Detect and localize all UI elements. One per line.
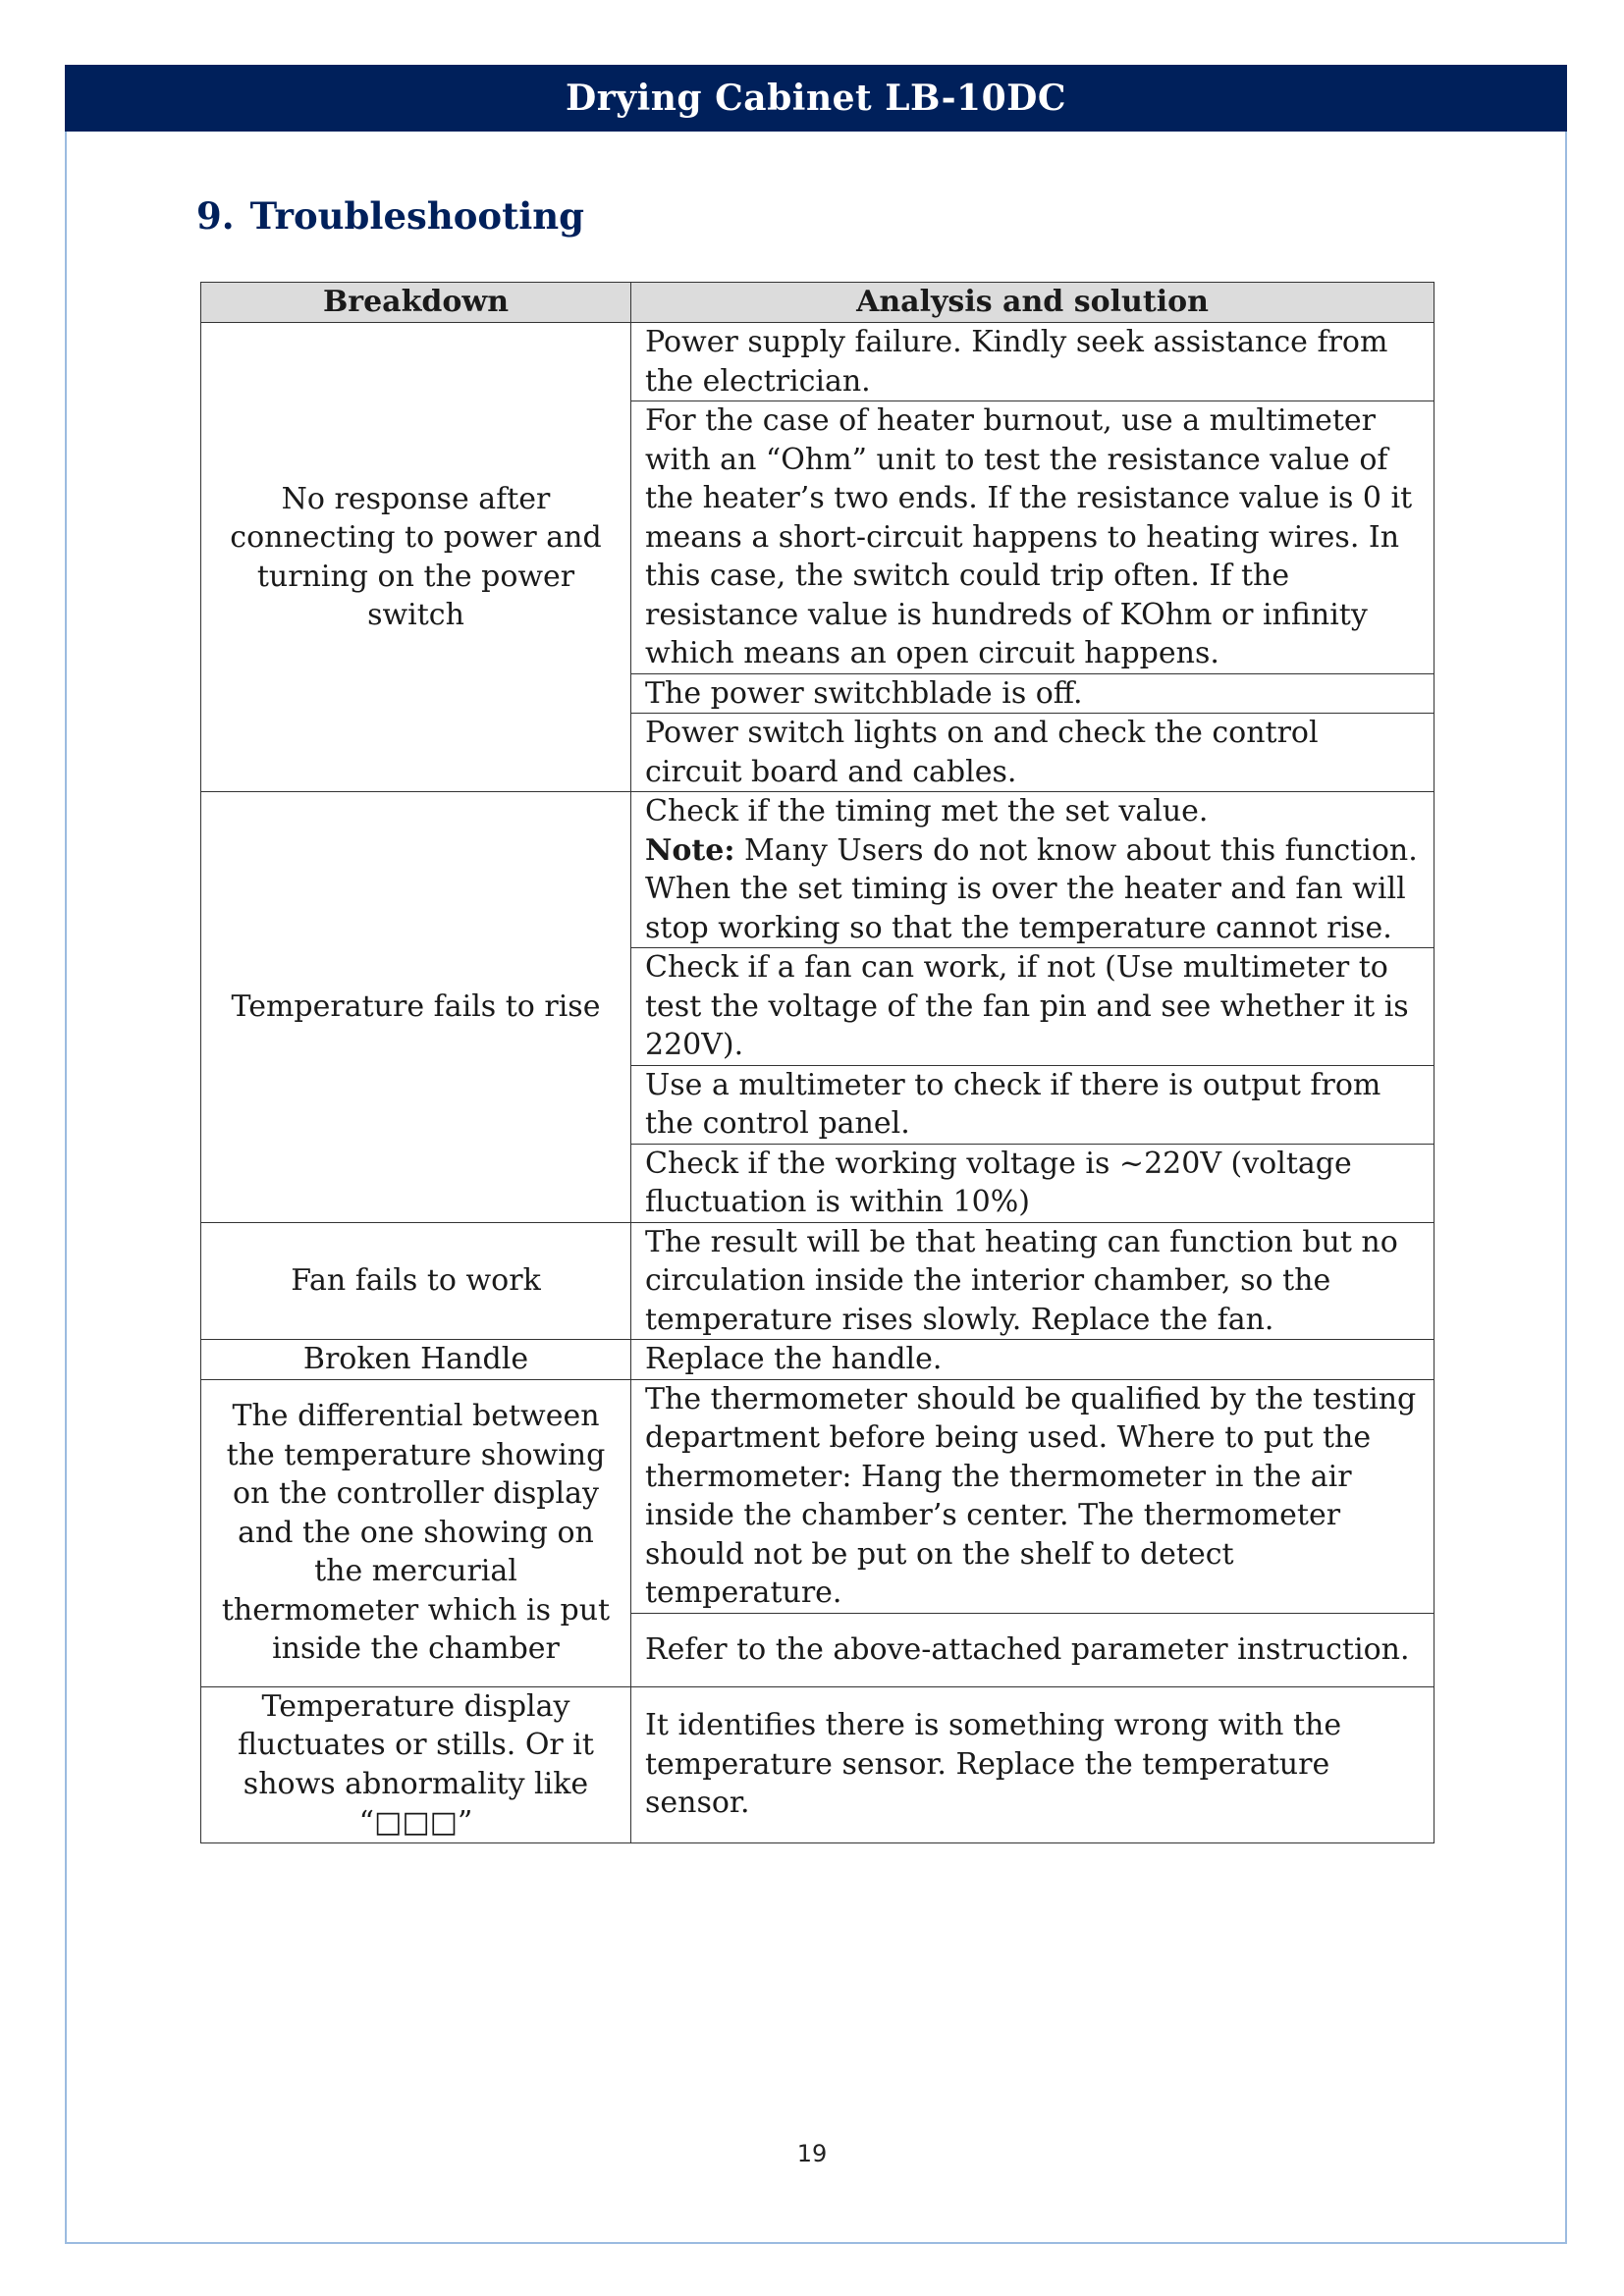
solution-cell: The thermometer should be qualified by the testing department before being used. Where to put the thermometer: Hang the thermometer in the air inside the chamber’s center. The thermometer should not be put on the shelf to detect temperature. — [631, 1379, 1435, 1613]
note-paragraph — [645, 831, 1424, 948]
breakdown-cell: The differential between the temperature showing on the controller display and the one showing on the mercurial thermometer which is put inside the chamber — [201, 1379, 631, 1686]
solution-cell: Replace the handle. — [631, 1340, 1435, 1380]
solution-cell — [631, 792, 1435, 948]
breakdown-cell: Temperature fails to rise — [201, 792, 631, 1223]
breakdown-cell: Temperature display fluctuates or stills. Or it shows abnormality like “□□□” — [201, 1686, 631, 1842]
troubleshooting-table — [200, 282, 1435, 1843]
solution-cell: It identifies there is something wrong with the temperature sensor. Replace the temperature sensor. — [631, 1686, 1435, 1842]
solution-cell: Use a multimeter to check if there is output from the control panel. — [631, 1065, 1435, 1144]
breakdown-cell: Fan fails to work — [201, 1222, 631, 1340]
solution-cell: The power switchblade is off. — [631, 673, 1435, 714]
solution-cell: Check if a fan can work, if not (Use multimeter to test the voltage of the fan pin and see whether it is 220V). — [631, 948, 1435, 1066]
note-text: Many Users do not know about this function. When the set timing is over the heater and fan will stop working so that the temperature cannot rise. — [645, 832, 1418, 945]
solution-cell: For the case of heater burnout, use a multimeter with an “Ohm” unit to test the resistance value of the heater’s two ends. If the resistance value is 0 it means a short-circuit happens to heating wires. In this case, the switch could trip often. If the resistance value is hundreds of KOhm or infinity which means an open circuit happens. — [631, 401, 1435, 674]
document-title: Drying Cabinet LB-10DC — [565, 78, 1067, 119]
page-number: 19 — [796, 2140, 828, 2167]
solution-cell: Refer to the above-attached parameter instruction. — [631, 1613, 1435, 1686]
section-number: 9. — [196, 194, 235, 238]
table-row — [201, 1222, 1435, 1340]
table-row — [201, 1340, 1435, 1380]
note-label: Note: — [645, 832, 735, 868]
solution-cell: Power switch lights on and check the control circuit board and cables. — [631, 714, 1435, 792]
breakdown-cell: Broken Handle — [201, 1340, 631, 1380]
table-header-row — [201, 283, 1435, 323]
section-title: Troubleshooting — [249, 194, 585, 238]
table-row — [201, 1686, 1435, 1842]
table-row — [201, 792, 1435, 948]
solution-cell: Check if the working voltage is ~220V (voltage fluctuation is within 10%) — [631, 1144, 1435, 1222]
document-header — [65, 65, 1567, 132]
section-heading — [196, 194, 584, 238]
header-solution: Analysis and solution — [631, 283, 1435, 323]
table-row — [201, 323, 1435, 401]
table-row — [201, 1379, 1435, 1613]
breakdown-cell: No response after connecting to power and turning on the power switch — [201, 323, 631, 792]
solution-cell: Power supply failure. Kindly seek assistance from the electrician. — [631, 323, 1435, 401]
header-breakdown: Breakdown — [201, 283, 631, 323]
solution-line: Check if the timing met the set value. — [645, 794, 1209, 828]
solution-cell: The result will be that heating can function but no circulation inside the interior chamber, so the temperature rises slowly. Replace the fan. — [631, 1222, 1435, 1340]
